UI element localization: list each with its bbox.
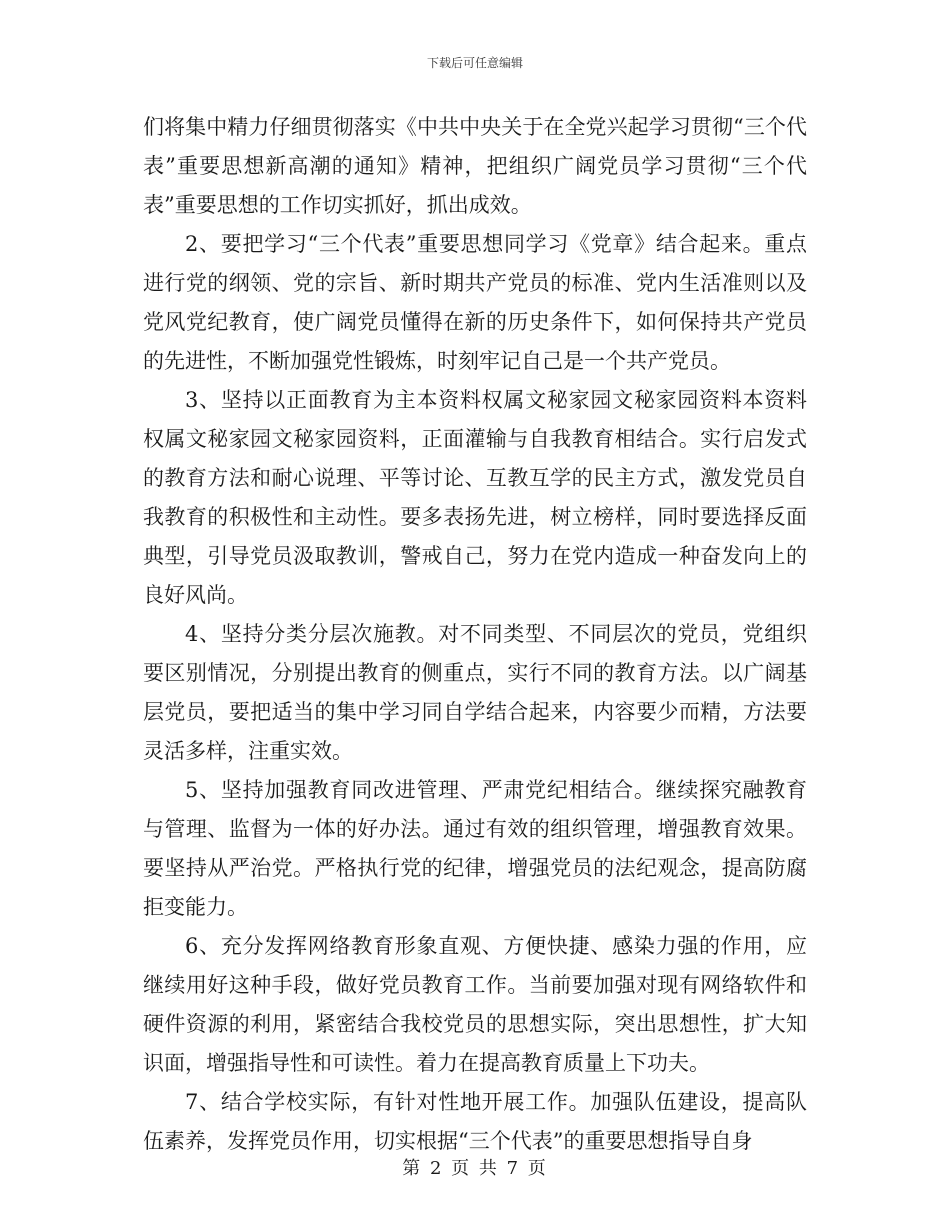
paragraph-continued: 们将集中精力仔细贯彻落实《中共中央关于在全党兴起学习贯彻“三个代表”重要思想新高潮的通知》精神，把组织广阔党员学习贯彻“三个代表”重要思想的工作切实抓好，抓出成效。 xyxy=(143,115,807,217)
paragraph-item-5: 5、坚持加强教育同改进管理、严肃党纪相结合。继续探究融教育与管理、监督为一体的好办法。通过有效的组织管理，增强教育效果。要坚持从严治党。严格执行党的纪律，增强党员的法纪观念，提高防腐拒变能力。 xyxy=(143,778,807,919)
page-number-footer: 第 2 页 共 7 页 xyxy=(402,1158,548,1179)
paragraph-item-3: 3、坚持以正面教育为主本资料权属文秘家园文秘家园资料本资料权属文秘家园文秘家园资料，正面灌输与自我教育相结合。实行启发式的教育方法和耐心说理、平等讨论、互教互学的民主方式，激发党员自我教育的积极性和主动性。要多表扬先进，树立榜样，同时要选择反面典型，引导党员汲取教训，警戒自己，努力在党内造成一种奋发向上的良好风尚。 xyxy=(143,388,807,607)
paragraph-item-6: 6、充分发挥网络教育形象直观、方便快捷、感染力强的作用，应继续用好这种手段，做好党员教育工作。当前要加强对现有网络软件和硬件资源的利用，紧密结合我校党员的思想实际，突出思想性，扩大知识面，增强指导性和可读性。着力在提高教育质量上下功夫。 xyxy=(143,934,807,1075)
paragraph-item-7: 7、结合学校实际，有针对性地开展工作。加强队伍建设，提高队伍素养，发挥党员作用，切实根据“三个代表”的重要思想指导自身 xyxy=(143,1090,807,1153)
paragraph-item-4: 4、坚持分类分层次施教。对不同类型、不同层次的党员，党组织要区别情况，分别提出教育的侧重点，实行不同的教育方法。以广阔基层党员，要把适当的集中学习同自学结合起来，内容要少而精，方法要灵活多样，注重实效。 xyxy=(143,622,807,763)
paragraph-item-2: 2、要把学习“三个代表”重要思想同学习《党章》结合起来。重点进行党的纲领、党的宗旨、新时期共产党员的标准、党内生活准则以及党风党纪教育，使广阔党员懂得在新的历史条件下，如何保持共产党员的先进性，不断加强党性锻炼，时刻牢记自己是一个共产党员。 xyxy=(143,232,807,373)
document-body xyxy=(143,108,807,1161)
page-header: 下载后可任意编辑 xyxy=(426,56,523,70)
